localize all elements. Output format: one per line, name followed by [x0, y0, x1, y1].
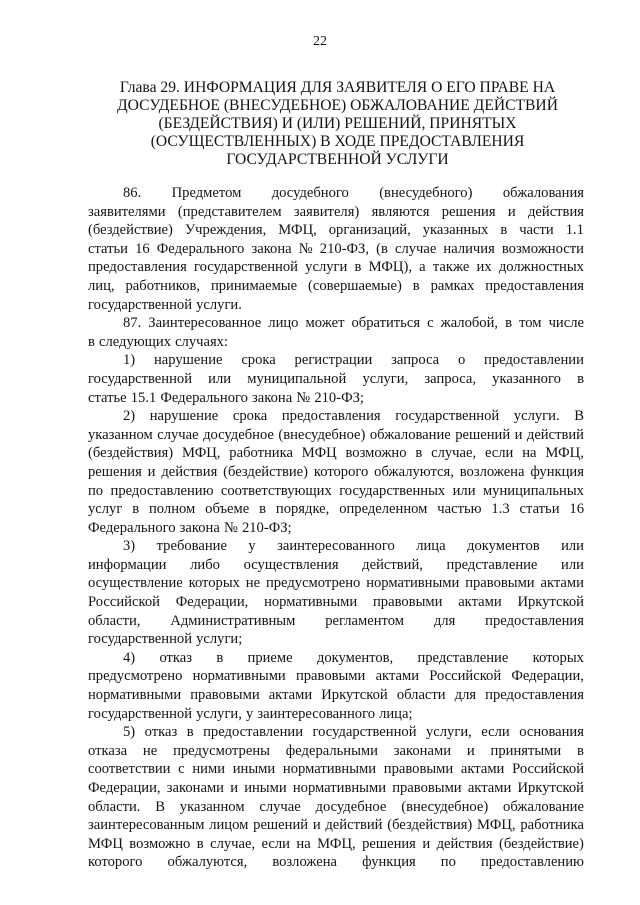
chapter-title — [100, 79, 575, 169]
body-line: лиц, работников, принимаемые (совершаемые) в рамках предоставления — [88, 277, 584, 294]
body-line: информации либо осуществления действий, представление или — [88, 556, 584, 573]
body-line: государственной или муниципальной услуги, запроса, указанного в — [88, 370, 584, 387]
body-line: 2) нарушение срока предоставления государственной услуги. В — [123, 408, 584, 425]
body-line: заявителями (представителем заявителя) являются решения и действия — [88, 203, 584, 220]
body-line: статьи 16 Федерального закона № 210-ФЗ, (в случае наличия возможности — [88, 240, 584, 257]
body-line: государственной услуги. — [88, 296, 242, 313]
body-line: в следующих случаях: — [88, 333, 229, 350]
body-line: 87. Заинтересованное лицо может обратиться с жалобой, в том числе — [123, 315, 584, 332]
body-line: услуг в полном объеме в порядке, определенном частью 1.3 статьи 16 — [88, 501, 584, 518]
body-line: Федерации, законами и иными нормативными правовыми актами Иркутской — [88, 780, 584, 796]
body-line: решения и действия (бездействие) которого обжалуются, возложена функция — [88, 463, 584, 480]
body-line: указанном случае досудебное (внесудебное) обжалование решений и действий — [88, 426, 584, 443]
body-line: заинтересованным лицом решений и действий (бездействия) МФЦ, работника — [88, 817, 584, 834]
page-number: 22 — [313, 34, 327, 49]
body-line: (бездействие) Учреждения, МФЦ, организаций, указанных в части 1.1 — [88, 222, 584, 239]
body-line: государственной услуги, у заинтересованного лица; — [88, 705, 413, 722]
body-line: МФЦ возможно в случае, если на МФЦ, решения и действия (бездействие) — [88, 835, 584, 852]
body-line: которого обжалуются, возложена функция по предоставлению — [88, 854, 584, 871]
chapter-title-line: ДОСУДЕБНОЕ (ВНЕСУДЕБНОЕ) ОБЖАЛОВАНИЕ ДЕЙСТВИЙ — [117, 97, 558, 114]
body-line: государственной услуги; — [88, 631, 243, 648]
body-line: (бездействия) МФЦ, работника МФЦ возможно в случае, если на МФЦ, — [88, 445, 584, 462]
body-line: 4) отказ в приеме документов, представление которых — [123, 649, 584, 666]
body-line: Федерального закона № 210-ФЗ; — [88, 519, 292, 536]
body-line: нормативными правовыми актами Иркутской области для предоставления — [88, 687, 584, 704]
body-line: 3) требование у заинтересованного лица документов или — [123, 538, 584, 555]
body-line: области, Административным регламентом для предоставления — [88, 612, 584, 629]
body-line: Российской Федерации, нормативными правовыми актами Иркутской — [88, 594, 584, 611]
body-line: области. В указанном случае досудебное (внесудебное) обжалование — [88, 798, 584, 815]
body-line: 5) отказ в предоставлении государственной услуги, если основания — [123, 724, 584, 741]
body-line: предусмотрено нормативными правовыми актами Российской Федерации, — [88, 668, 584, 685]
body-text — [88, 184, 584, 872]
chapter-title-line: (ОСУЩЕСТВЛЕННЫХ) В ХОДЕ ПРЕДОСТАВЛЕНИЯ — [150, 133, 525, 150]
chapter-title-line: (БЕЗДЕЙСТВИЯ) И (ИЛИ) РЕШЕНИЙ, ПРИНЯТЫХ — [158, 115, 517, 132]
chapter-title-line: ГОСУДАРСТВЕННОЙ УСЛУГИ — [226, 151, 449, 168]
body-line: осуществление которых не предусмотрено нормативными правовыми актами — [88, 575, 584, 592]
body-line: отказа не предусмотрены федеральными законами и принятыми в — [88, 742, 584, 759]
body-line: 1) нарушение срока регистрации запроса о предоставлении — [123, 352, 584, 369]
body-line: 86. Предметом досудебного (внесудебного) обжалования — [123, 185, 584, 201]
body-line: по предоставлению соответствующих государственных или муниципальных — [88, 482, 584, 499]
body-line: предоставления государственной услуги в МФЦ), а также их должностных — [88, 259, 584, 276]
chapter-title-line: Глава 29. ИНФОРМАЦИЯ ДЛЯ ЗАЯВИТЕЛЯ О ЕГО ПРАВЕ НА — [119, 79, 556, 96]
body-line: статье 15.1 Федерального закона № 210-ФЗ; — [88, 389, 364, 406]
body-line: соответствии с ними иными нормативными правовыми актами Российской — [88, 761, 584, 778]
